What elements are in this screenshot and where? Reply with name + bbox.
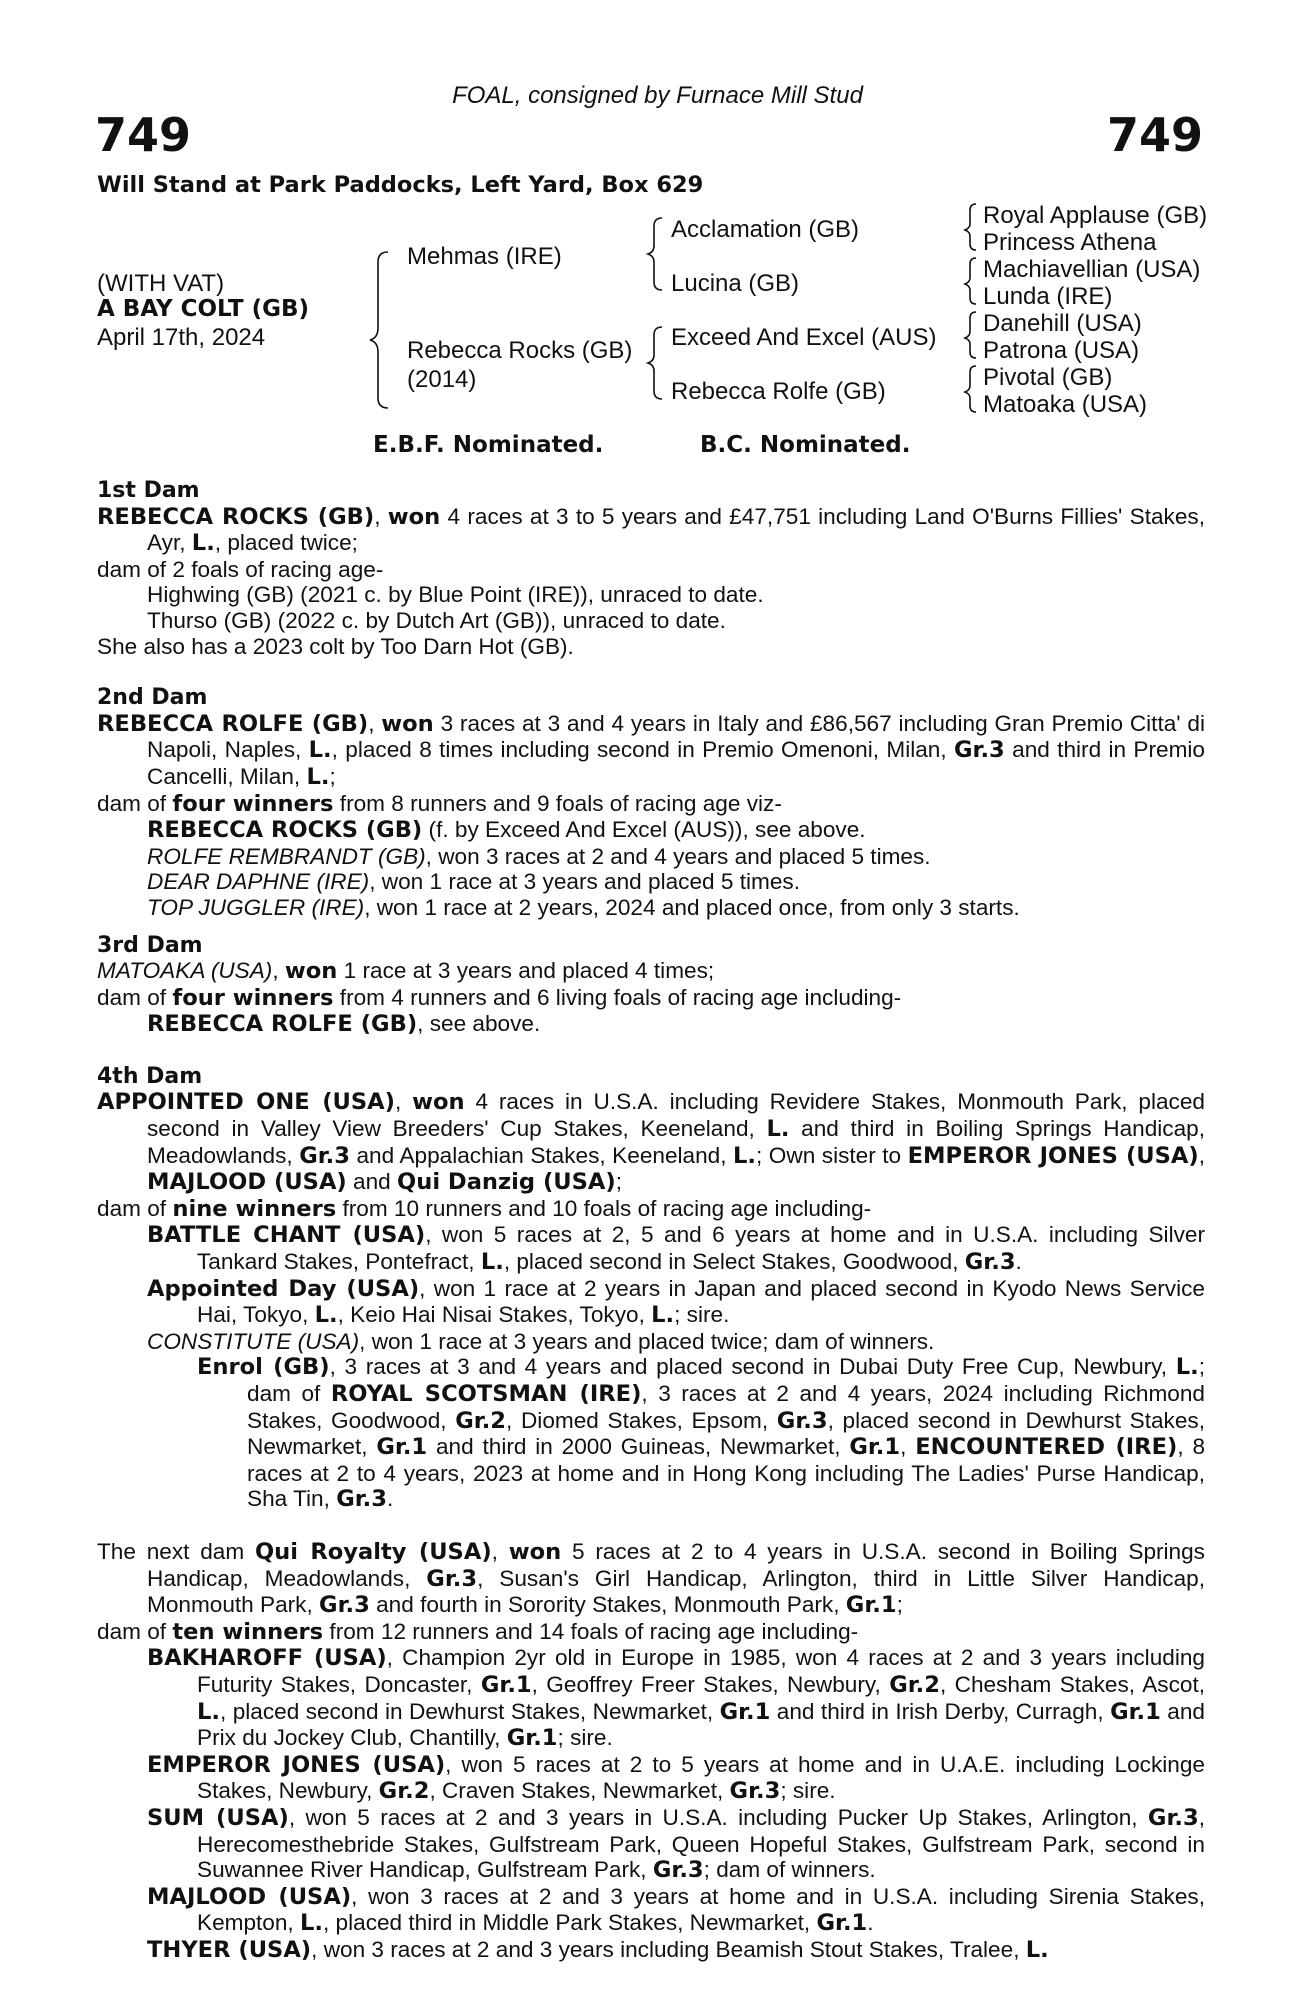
- fourth-dam-heading: 4th Dam: [97, 1063, 203, 1089]
- ebf-nomination: E.B.F. Nominated.: [373, 432, 604, 458]
- pedigree-dam-sire: Exceed And Excel (AUS): [671, 324, 937, 351]
- pedigree-g5: Danehill (USA): [983, 310, 1142, 337]
- second-dam-produce-2: ROLFE REMBRANDT (GB), won 3 races at 2 and 4 years and placed 5 times.: [147, 843, 931, 869]
- fourth-dam-produce-battle-chant: BATTLE CHANT (USA), won 5 races at 2, 5 and 6 years at home and in U.S.A. including Silver Tankard Stakes, Pontefract, L., placed second in Select Stakes, Goodwood, Gr.3.: [147, 1222, 1205, 1276]
- pedigree-sire-sire: Acclamation (GB): [671, 216, 860, 243]
- next-dam-produce-thyer: THYER (USA), won 3 races at 2 and 3 years including Beamish Stout Stakes, Tralee, L.: [147, 1936, 1049, 1963]
- first-dam-foal-1: Highwing (GB) (2021 c. by Blue Point (IRE)), unraced to date.: [147, 582, 764, 608]
- first-dam-record: REBECCA ROCKS (GB), won 4 races at 3 to 5 years and £47,751 including Land O'Burns Fillies' Stakes, Ayr, L., placed twice;: [97, 503, 1205, 557]
- lot-number-right: 749: [1106, 108, 1203, 162]
- third-dam-record: MATOAKA (USA), won 1 race at 3 years and placed 4 times;: [97, 958, 715, 985]
- pedigree-g8: Matoaka (USA): [983, 391, 1148, 418]
- second-dam-heading: 2nd Dam: [97, 685, 208, 711]
- stand-location: Will Stand at Park Paddocks, Left Yard, Box 629: [97, 172, 704, 198]
- second-dam-record: REBECCA ROLFE (GB), won 3 races at 3 and 4 years in Italy and £86,567 including Gran Premio Citta' di Napoli, Naples, L., placed 8 times including second in Premio Omenoni, Milan, Gr.3 and third in Premio Cancelli, Milan, L.;: [97, 710, 1205, 790]
- fourth-dam-produce-constitute: CONSTITUTE (USA), won 1 race at 3 years and placed twice; dam of winners.: [147, 1328, 935, 1354]
- second-dam-produce-4: TOP JUGGLER (IRE), won 1 race at 2 years, 2024 and placed once, from only 3 starts.: [147, 894, 1020, 920]
- second-dam-produce-line: dam of four winners from 8 runners and 9 foals of racing age viz-: [97, 790, 782, 817]
- third-dam-produce-1: REBECCA ROLFE (GB), see above.: [147, 1011, 541, 1038]
- next-dam-record: The next dam Qui Royalty (USA), won 5 races at 2 to 4 years in U.S.A. second in Boiling Springs Handicap, Meadowlands, Gr.3, Susan's Girl Handicap, Arlington, third in Little Silver Handicap, Monmouth Park, Gr.3 and fourth in Sorority Stakes, Monmouth Park, Gr.1;: [97, 1538, 1205, 1619]
- pedigree-sire: Mehmas (IRE): [407, 243, 562, 270]
- first-dam-heading: 1st Dam: [97, 478, 200, 503]
- bc-nomination: B.C. Nominated.: [700, 432, 911, 458]
- constitute-produce-enrol: Enrol (GB), 3 races at 3 and 4 years and placed second in Dubai Duty Free Cup, Newbury, L.; dam of ROYAL SCOTSMAN (IRE), 3 races at 2 and 4 years, 2024 including Richmond Stakes, Goodwood, Gr.2, Diomed Stakes, Epsom, Gr.3, placed second in Dewhurst Stakes, Newmarket, Gr.1 and third in 2000 Guineas, Newmarket, Gr.1, ENCOUNTERED (IRE), 8 races at 2 to 4 years, 2023 at home and in Hong Kong including The Ladies' Purse Handicap, Sha Tin, Gr.3.: [197, 1354, 1206, 1513]
- pedigree-dam-dam: Rebecca Rolfe (GB): [671, 378, 886, 405]
- third-dam-produce-line: dam of four winners from 4 runners and 6 living foals of racing age including-: [97, 984, 902, 1011]
- pedigree-dam-year: (2014): [407, 366, 477, 393]
- pedigree-g1: Royal Applause (GB): [983, 202, 1208, 229]
- consignment-line: FOAL, consigned by Furnace Mill Stud: [452, 82, 863, 109]
- fourth-dam-record: APPOINTED ONE (USA), won 4 races in U.S.A. including Revidere Stakes, Monmouth Park, placed second in Valley View Breeders' Cup Stakes, Keeneland, L. and third in Boiling Springs Handicap, Meadowlands, Gr.3 and Appalachian Stakes, Keeneland, L.; Own sister to EMPEROR JONES (USA), MAJLOOD (USA) and Qui Danzig (USA);: [97, 1089, 1205, 1196]
- lot-number-left: 749: [95, 108, 192, 162]
- next-dam-produce-majlood: MAJLOOD (USA), won 3 races at 2 and 3 years at home and in U.S.A. including Sirenia Stakes, Kempton, L., placed third in Middle Park Stakes, Newmarket, Gr.1.: [147, 1883, 1205, 1937]
- third-dam-heading: 3rd Dam: [97, 932, 203, 958]
- next-dam-produce-emperor-jones: EMPEROR JONES (USA), won 5 races at 2 to 5 years at home and in U.A.E. including Lockinge Stakes, Newbury, Gr.2, Craven Stakes, Newmarket, Gr.3; sire.: [147, 1751, 1205, 1805]
- first-dam-also: She also has a 2023 colt by Too Darn Hot (GB).: [97, 633, 574, 659]
- second-dam-produce-1: REBECCA ROCKS (GB) (f. by Exceed And Excel (AUS)), see above.: [147, 817, 866, 844]
- pedigree-g2: Princess Athena: [983, 229, 1157, 256]
- vat-note: (WITH VAT): [97, 270, 225, 297]
- lot-subject-name: A BAY COLT (GB): [97, 296, 310, 322]
- next-dam-produce-line: dam of ten winners from 12 runners and 14 foals of racing age including-: [97, 1618, 859, 1645]
- pedigree-g4: Lunda (IRE): [983, 283, 1113, 310]
- fourth-dam-produce-appointed-day: Appointed Day (USA), won 1 race at 2 years in Japan and placed second in Kyodo News Service Hai, Tokyo, L., Keio Hai Nisai Stakes, Tokyo, L.; sire.: [147, 1275, 1205, 1329]
- pedigree-g7: Pivotal (GB): [983, 364, 1113, 391]
- pedigree-sire-dam: Lucina (GB): [671, 270, 800, 297]
- next-dam-produce-bakharoff: BAKHAROFF (USA), Champion 2yr old in Europe in 1985, won 4 races at 2 and 3 years including Futurity Stakes, Doncaster, Gr.1, Geoffrey Freer Stakes, Newbury, Gr.2, Chesham Stakes, Ascot, L., placed second in Dewhurst Stakes, Newmarket, Gr.1 and third in Irish Derby, Curragh, Gr.1 and Prix du Jockey Club, Chantilly, Gr.1; sire.: [147, 1645, 1205, 1752]
- fourth-dam-produce-line: dam of nine winners from 10 runners and 10 foals of racing age including-: [97, 1195, 872, 1222]
- pedigree-g3: Machiavellian (USA): [983, 256, 1201, 283]
- catalogue-body: [97, 478, 1205, 1963]
- foaling-date: April 17th, 2024: [97, 324, 266, 351]
- pedigree-dam: Rebecca Rocks (GB): [407, 337, 633, 364]
- first-dam-produce-line: dam of 2 foals of racing age-: [97, 556, 384, 582]
- first-dam-foal-2: Thurso (GB) (2022 c. by Dutch Art (GB)), unraced to date.: [147, 607, 726, 633]
- pedigree-g6: Patrona (USA): [983, 337, 1140, 364]
- second-dam-produce-3: DEAR DAPHNE (IRE), won 1 race at 3 years and placed 5 times.: [147, 869, 800, 895]
- next-dam-produce-sum: SUM (USA), won 5 races at 2 and 3 years in U.S.A. including Pucker Up Stakes, Arlington, Gr.3, Herecomesthebride Stakes, Gulfstream Park, Queen Hopeful Stakes, Gulfstream Park, second in Suwannee River Handicap, Gulfstream Park, Gr.3; dam of winners.: [147, 1804, 1205, 1884]
